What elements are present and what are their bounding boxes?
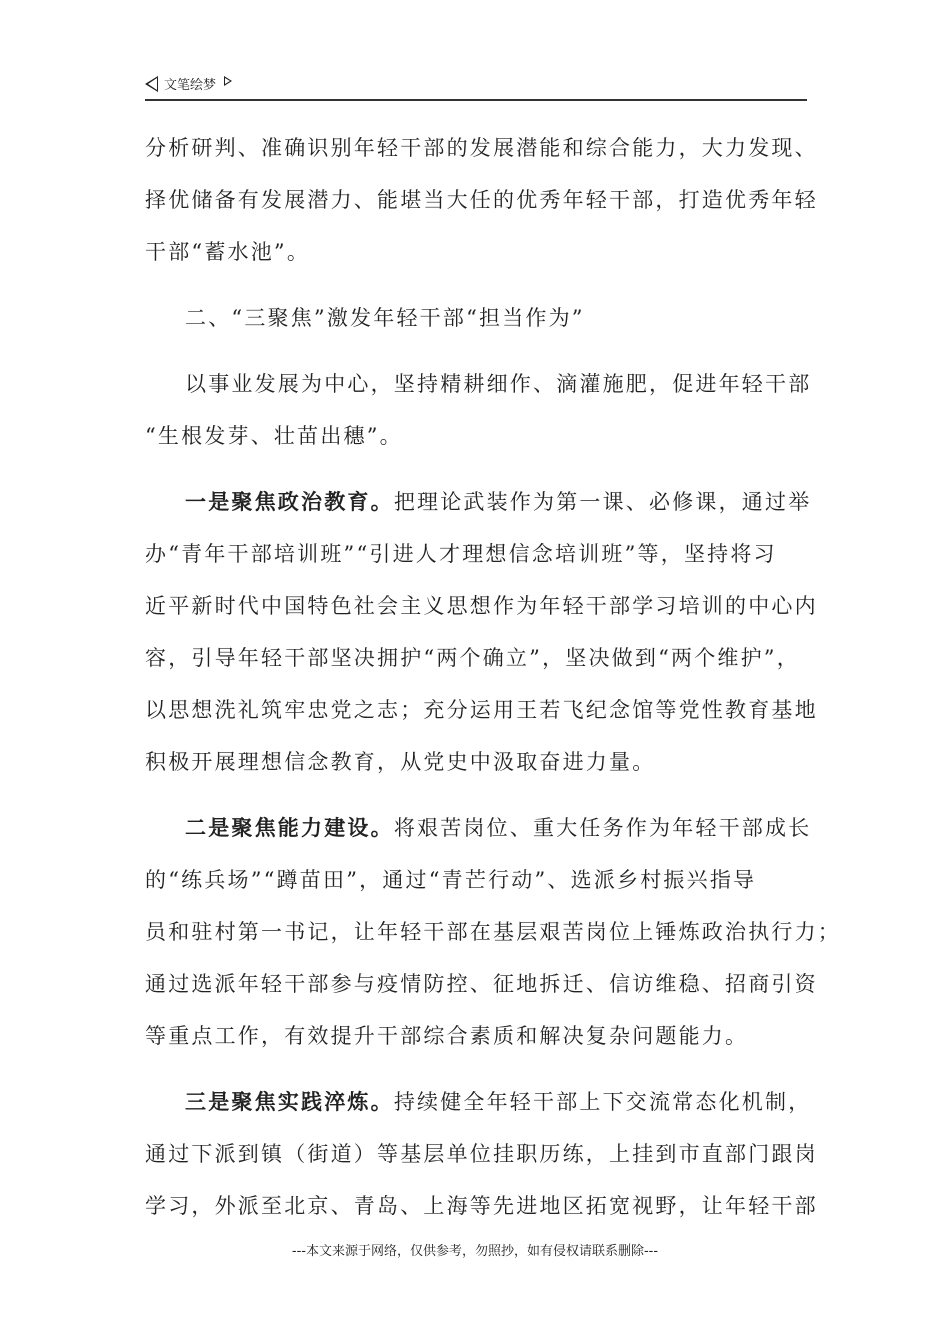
paragraph-practice — [145, 1076, 817, 1232]
paragraph-lead: 三是聚焦实践淬炼。 — [185, 1089, 394, 1114]
paragraph-summary — [145, 358, 817, 462]
paragraph-intro — [145, 122, 817, 278]
paragraph-political-education — [145, 476, 817, 788]
header-title: 文笔绘梦 — [164, 78, 217, 93]
text-line: 通过下派到镇（街道）等基层单位挂职历练，上挂到市直部门跟岗 — [145, 1142, 818, 1166]
paragraph-lead: 二是聚焦能力建设。 — [185, 815, 394, 840]
page-footer: ---本文来源于网络，仅供参考，勿照抄，如有侵权请联系删除--- — [291, 1244, 659, 1259]
text-line: 以思想洗礼筑牢忠党之志；充分运用王若飞纪念馆等党性教育基地 — [145, 698, 818, 722]
triangle-left-icon — [145, 76, 158, 92]
triangle-right-icon — [224, 76, 232, 86]
text-line: 员和驻村第一书记，让年轻干部在基层艰苦岗位上锤炼政治执行力； — [145, 920, 841, 944]
document-body — [145, 122, 841, 1232]
text-line — [145, 476, 817, 528]
text-line: 容，引导年轻干部坚决拥护“两个确立”，坚决做到“两个维护”， — [145, 646, 800, 670]
text-line: 通过选派年轻干部参与疫情防控、征地拆迁、信访维稳、招商引资 — [145, 972, 818, 996]
section-heading: 二、“三聚焦”激发年轻干部“担当作为” — [185, 306, 585, 330]
text-line: 以事业发展为中心，坚持精耕细作、滴灌施肥，促进年轻干部 — [185, 372, 812, 396]
page-header — [145, 72, 807, 101]
text-line: 干部“蓄水池”。 — [145, 240, 311, 264]
text-line: 办“青年干部培训班”“引进人才理想信念培训班”等，坚持将习 — [145, 542, 777, 566]
text-line: 等重点工作，有效提升干部综合素质和解决复杂问题能力。 — [145, 1024, 749, 1048]
text-span: 持续健全年轻干部上下交流常态化机制， — [393, 1090, 812, 1114]
text-line — [145, 802, 817, 854]
text-line: “生根发芽、壮苗出穗”。 — [145, 424, 403, 448]
paragraph-capacity-building — [145, 802, 841, 1062]
text-line: 的“练兵场”“蹲苗田”，通过“青芒行动”、选派乡村振兴指导 — [145, 868, 757, 892]
text-line: 学习，外派至北京、青岛、上海等先进地区拓宽视野，让年轻干部 — [145, 1194, 818, 1218]
text-line: 近平新时代中国特色社会主义思想作为年轻干部学习培训的中心内 — [145, 594, 818, 618]
text-span: 把理论武装作为第一课、必修课，通过举 — [393, 490, 812, 514]
text-span: 将艰苦岗位、重大任务作为年轻干部成长 — [393, 816, 812, 840]
text-line: 分析研判、准确识别年轻干部的发展潜能和综合能力，大力发现、 — [145, 136, 818, 160]
paragraph-lead: 一是聚焦政治教育。 — [185, 489, 394, 514]
text-line: 择优储备有发展潜力、能堪当大任的优秀年轻干部，打造优秀年轻 — [145, 188, 818, 212]
header-brand — [145, 74, 232, 93]
text-line: 积极开展理想信念教育，从党史中汲取奋进力量。 — [145, 750, 656, 774]
text-line — [145, 1076, 817, 1128]
